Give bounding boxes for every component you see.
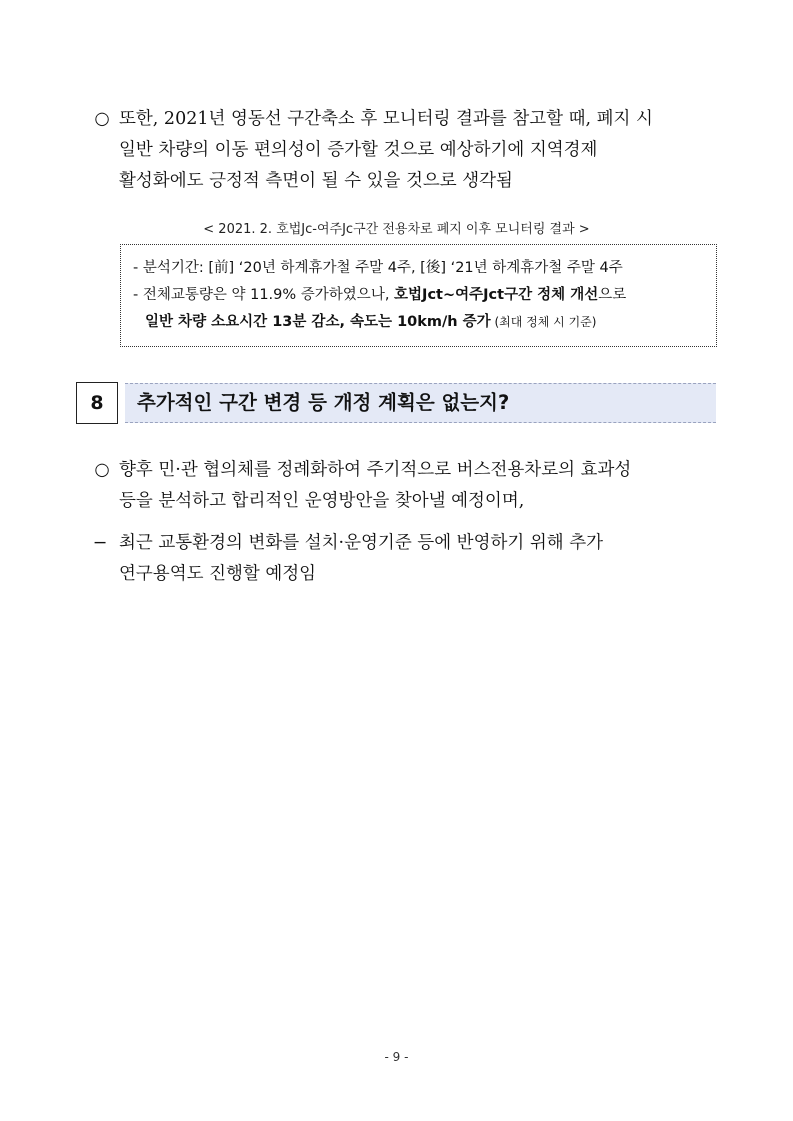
info-emphasis: 일반 차량 소요시간 13분 감소, 속도는 10km/h 증가 <box>145 314 491 330</box>
paragraph-line: 일반 차량의 이동 편의성이 증가할 것으로 예상하기에 지역경제 <box>119 140 598 160</box>
paragraph-text <box>119 455 732 517</box>
page-number: - 9 - <box>384 1050 409 1064</box>
section-title: 추가적인 구간 변경 등 개정 계획은 없는지? <box>125 383 716 423</box>
paragraph-line: 활성화에도 긍정적 측면이 될 수 있을 것으로 생각됨 <box>119 171 513 191</box>
dash-bullet-icon: − <box>92 533 108 553</box>
section-heading <box>76 382 716 424</box>
info-text: - 전체교통량은 약 11.9% 증가하였으나, <box>133 287 395 303</box>
paragraph-monitoring-result <box>92 104 732 197</box>
paragraph-line: 최근 교통환경의 변화를 설치·운영기준 등에 반영하기 위해 추가 <box>119 533 604 553</box>
monitoring-caption: < 2021. 2. 호법Jc-여주Jc구간 전용차로 폐지 이후 모니터링 결과 > <box>203 222 590 237</box>
monitoring-info-box <box>120 244 717 347</box>
circle-bullet-icon: ○ <box>94 109 110 129</box>
info-line-period: - 분석기간: [前] ‘20년 하계휴가철 주말 4주, [後] ‘21년 하계휴가철 주말 4주 <box>133 260 623 276</box>
paragraph-line: 향후 민·관 협의체를 정례화하여 주기적으로 버스전용차로의 효과성 <box>119 460 632 480</box>
section-number: 8 <box>76 382 118 424</box>
paragraph-text <box>119 104 732 197</box>
info-note: (최대 정체 시 기준) <box>490 315 597 329</box>
info-line-traffic <box>133 282 706 309</box>
paragraph-research-plan <box>92 528 732 590</box>
paragraph-future-plan <box>92 455 732 517</box>
info-line-result <box>133 309 706 336</box>
paragraph-line: 등을 분석하고 합리적인 운영방안을 찾아낼 예정이며, <box>119 491 525 511</box>
info-emphasis: 호법Jct~여주Jct구간 정체 개선 <box>394 287 599 303</box>
info-text: 으로 <box>598 287 627 303</box>
paragraph-line: 또한, 2021년 영동선 구간축소 후 모니터링 결과를 참고할 때, 폐지 시 <box>119 109 653 129</box>
circle-bullet-icon: ○ <box>94 460 110 480</box>
paragraph-text <box>119 528 732 590</box>
paragraph-line: 연구용역도 진행할 예정임 <box>119 564 317 584</box>
